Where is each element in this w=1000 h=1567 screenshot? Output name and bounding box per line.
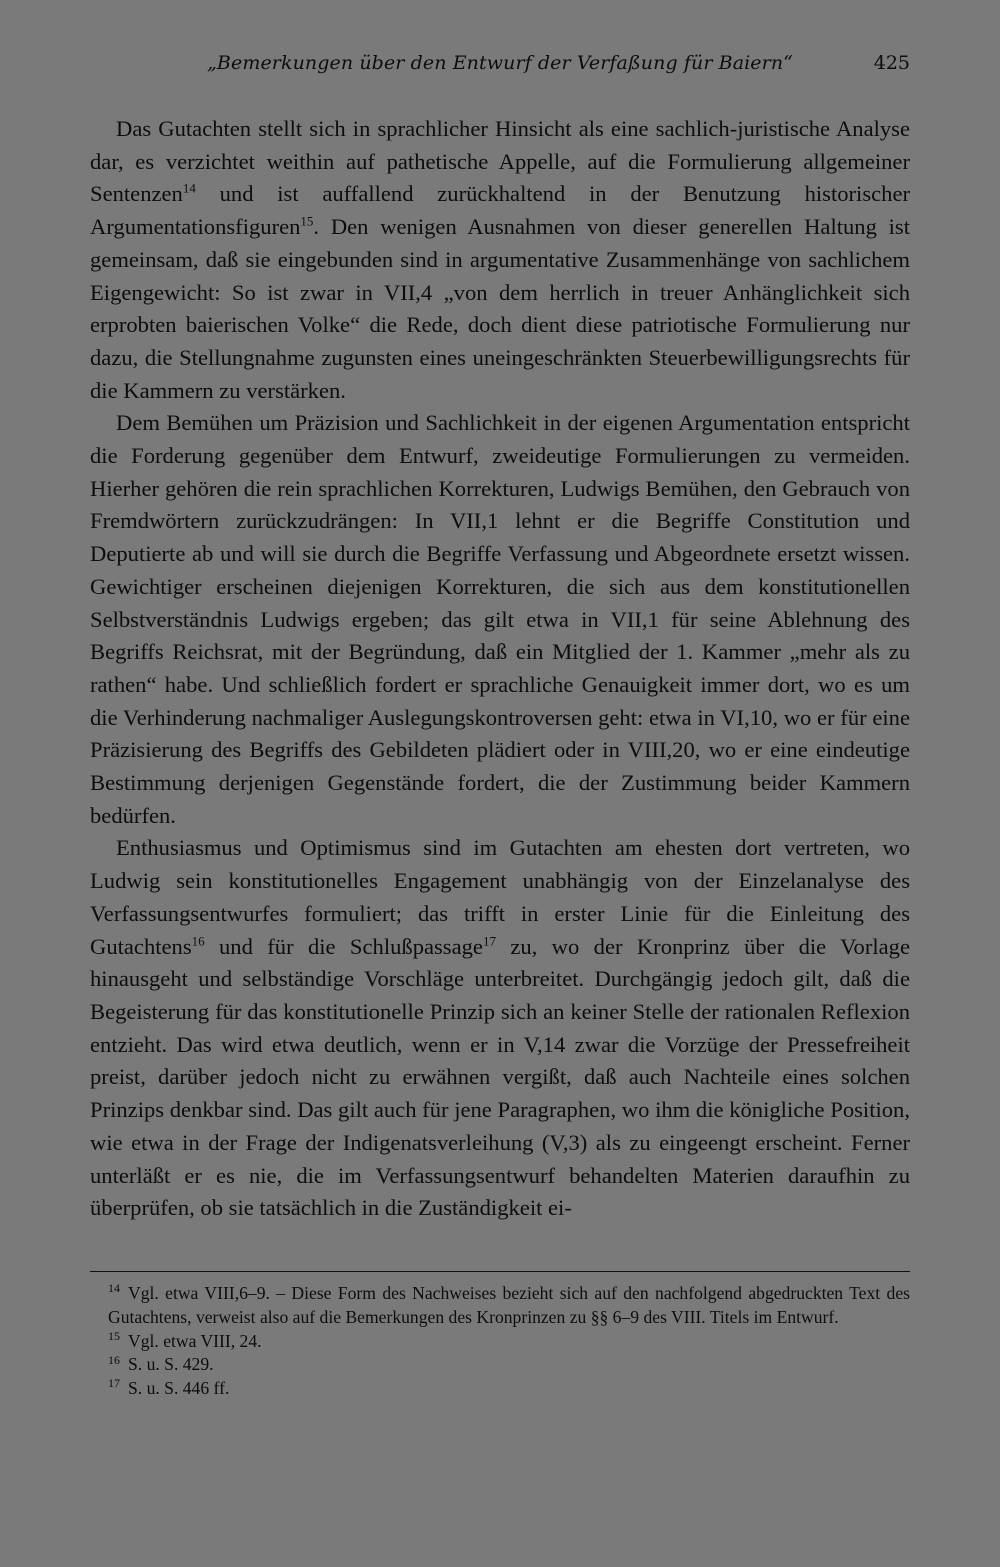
paragraph-2: Dem Bemühen um Präzision und Sachlichkeit in der eigenen Argumentation entspricht die Forderung gegenüber dem Entwurf, zweideutige Formulierungen zu vermeiden. Hierher gehören die rein sprachlichen Korrekturen, Ludwigs Bemühen, den Gebrauch von Fremdwörtern zurückzudrängen: In VII,1 lehnt er die Begriffe Constitution und Deputierte ab und will sie durch die Begriffe Verfassung und Abgeordnete ersetzt wissen. Gewichtiger erscheinen diejenigen Korrekturen, die sich aus dem konstitutionellen Selbstverständnis Ludwigs ergeben; das gilt etwa in VII,1 für seine Ablehnung des Begriffs Reichsrat, mit der Begründung, daß ein Mitglied der 1. Kammer „mehr als zu rathen“ habe. Und schließlich fordert er sprachliche Genauigkeit immer dort, wo es um die Verhinderung nachmaliger Auslegungskontroversen geht: etwa in VI,10, wo er für eine Präzisierung des Begriffs des Gebildeten plädiert oder in VIII,20, wo er eine eindeutige Bestimmung derjenigen Gegenstände fordert, die der Zustimmung beider Kammern bedürfen. <box>90 410 910 828</box>
footnote-text: S. u. S. 446 ff. <box>128 1378 230 1399</box>
footnotes <box>90 1282 910 1401</box>
footnote-15 <box>90 1330 910 1354</box>
footnote-16 <box>90 1353 910 1377</box>
paragraph-1-text-b: und ist auffallend zurückhaltend in der Benutzung historischer Argumentationsfiguren <box>90 181 910 240</box>
paragraph-1-text-a: Das Gutachten stellt sich in sprachlicher Hinsicht als eine sachlich-juristische Analyse dar, es verzichtet weithin auf pathetische Appelle, auf die Formulierung allgemeiner Sentenzen <box>90 116 910 207</box>
paragraph-3-text-a: Enthusiasmus und Optimismus sind im Gutachten am ehesten dort vertreten, wo Ludwig sein konstitutionelles Engagement unabhängig von der Einzelanalyse des Verfassungsentwurfes formuliert; das trifft in erster Linie für die Einleitung des Gutachtens <box>90 835 910 959</box>
footnote-text: Vgl. etwa VIII,6–9. – Diese Form des Nachweises bezieht sich auf den nachfolgend abgedruckten Text des Gutachtens, verweist also auf die Bemerkungen des Kronprinzen zu §§ 6–9 des VIII. Titels im Entwurf. <box>108 1283 910 1327</box>
paragraph-1 <box>90 113 910 407</box>
footnote-ref-15: 15 <box>300 213 314 229</box>
footnote-17 <box>90 1377 910 1401</box>
page-number: 425 <box>873 52 910 74</box>
footnote-text: S. u. S. 429. <box>128 1354 214 1375</box>
paragraph-3-text-b: und für die Schlußpassage <box>204 933 483 959</box>
footnote-ref-17: 17 <box>482 933 496 949</box>
footnote-number: 17 <box>108 1376 120 1391</box>
running-head <box>90 52 910 80</box>
footnote-divider <box>90 1271 910 1272</box>
footnote-text: Vgl. etwa VIII, 24. <box>128 1330 262 1351</box>
footnote-number: 15 <box>108 1328 120 1343</box>
footnote-number: 14 <box>108 1281 120 1296</box>
paragraph-1-text-c: . Den wenigen Ausnahmen von dieser generellen Haltung ist gemeinsam, daß sie eingebunden sind in argumentative Zusammenhänge von sachlichem Eigengewicht: So ist zwar in VII,4 „von dem herrlich in treuer Anhänglichkeit sich erprobten baierischen Volke“ die Rede, doch dient diese patriotische Formulierung nur dazu, die Stellungnahme zugunsten eines uneingeschränkten Steuerbewilligungsrechts für die Kammern zu verstärken. <box>90 214 910 403</box>
body-text <box>90 113 910 1225</box>
paragraph-3-text-c: zu, wo der Kronprinz über die Vorlage hinausgeht und selbständige Vorschläge unterbreitet. Durchgängig jedoch gilt, daß die Begeisterung für das konstitutionelle Prinzip sich an keiner Stelle der rationalen Reflexion entzieht. Das wird etwa deutlich, wenn er in V,14 zwar die Vorzüge der Pressefreiheit preist, darüber jedoch nicht zu erwähnen vergißt, daß auch Nachteile eines solchen Prinzips denkbar sind. Das gilt auch für jene Paragraphen, wo ihm die königliche Position, wie etwa in der Frage der Indigenatsverleihung (V,3) als zu eingeengt erscheint. Ferner unterläßt er es nie, die im Verfassungsentwurf behandelten Materien daraufhin zu überprüfen, ob sie tatsächlich in die Zuständigkeit ei- <box>90 933 910 1221</box>
footnote-ref-16: 16 <box>191 933 205 949</box>
footnote-14 <box>90 1282 910 1330</box>
running-title: „Bemerkungen über den Entwurf der Verfaßung für Baiern“ <box>206 52 793 74</box>
paragraph-3 <box>90 832 910 1224</box>
footnote-ref-14: 14 <box>182 180 196 196</box>
footnote-number: 16 <box>108 1352 120 1367</box>
